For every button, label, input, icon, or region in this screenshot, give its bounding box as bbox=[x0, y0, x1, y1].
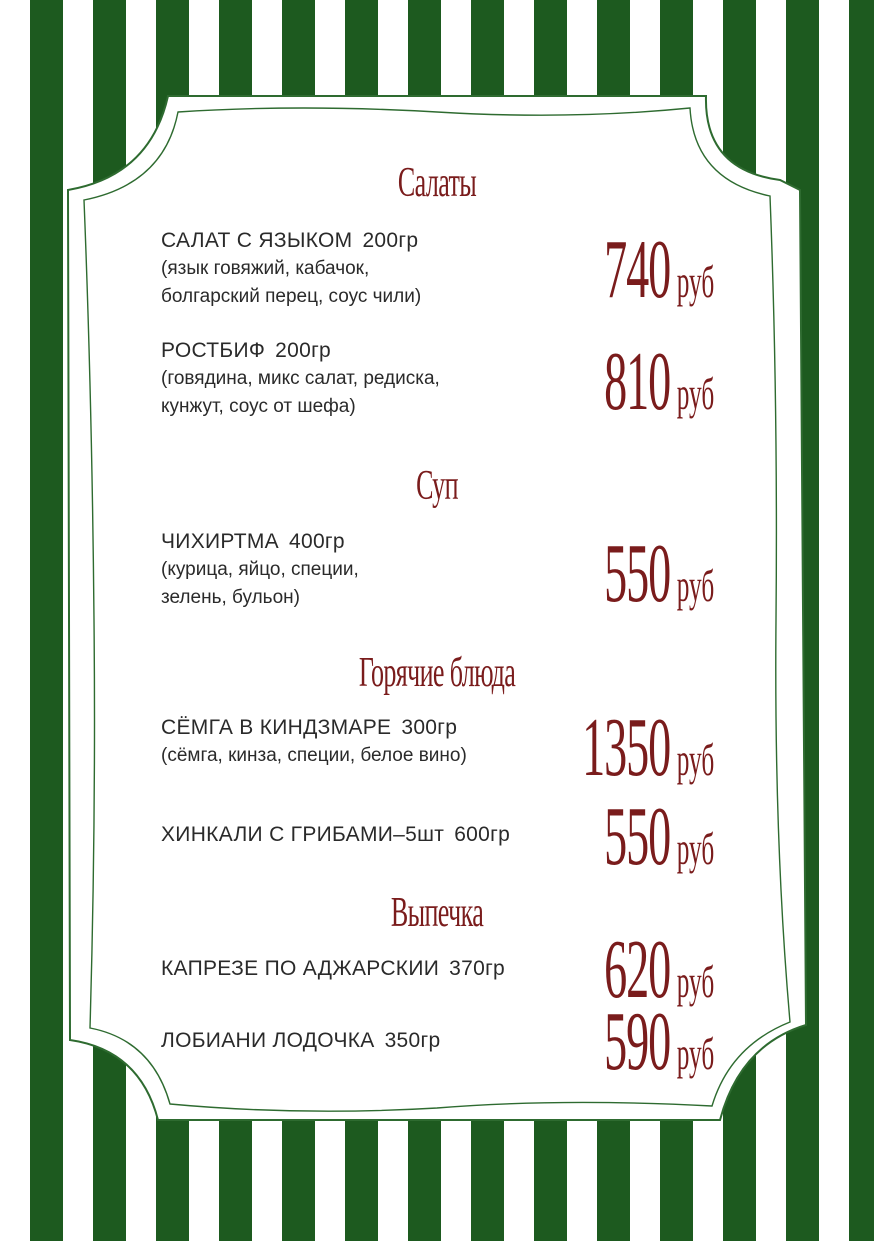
item-name: ХИНКАЛИ С ГРИБАМИ–5шт bbox=[161, 823, 445, 846]
item-price bbox=[581, 701, 714, 794]
section-title-bakery: Выпечка bbox=[390, 890, 484, 936]
item-description-line: (сёмга, кинза, специи, белое вино) bbox=[161, 745, 467, 766]
item-weight: 200гр bbox=[362, 229, 419, 252]
item-description-line: (курица, яйцо, специи, bbox=[161, 559, 359, 580]
item-name: САЛАТ С ЯЗЫКОМ bbox=[161, 229, 353, 252]
section-title-soup: Суп bbox=[416, 463, 458, 509]
item-description-line: болгарский перец, соус чили) bbox=[161, 286, 422, 307]
menu-item-lobiani bbox=[161, 1027, 440, 1055]
item-name: ЧИХИРТМА bbox=[161, 530, 279, 553]
section-title-salads: Салаты bbox=[397, 160, 477, 206]
price-value: 740 bbox=[603, 223, 670, 316]
item-weight: 350гр bbox=[384, 1029, 441, 1052]
item-weight: 370гр bbox=[449, 957, 506, 980]
price-currency: руб bbox=[676, 1028, 714, 1079]
item-price bbox=[603, 527, 714, 620]
price-value: 1350 bbox=[581, 701, 670, 794]
price-currency: руб bbox=[676, 823, 714, 874]
menu-item-roastbeef bbox=[161, 337, 440, 421]
item-description-line: зелень, бульон) bbox=[161, 587, 300, 608]
price-currency: руб bbox=[676, 368, 714, 419]
price-value: 590 bbox=[603, 995, 670, 1088]
item-weight: 400гр bbox=[288, 530, 345, 553]
menu-item-salad-tongue bbox=[161, 227, 421, 311]
price-currency: руб bbox=[676, 256, 714, 307]
menu-item-salmon bbox=[161, 714, 467, 770]
price-value: 620 bbox=[603, 923, 670, 1016]
item-weight: 200гр bbox=[275, 339, 332, 362]
item-name: ЛОБИАНИ ЛОДОЧКА bbox=[161, 1029, 375, 1052]
menu-item-chikhirtma bbox=[161, 528, 359, 612]
item-description-line: кунжут, соус от шефа) bbox=[161, 396, 356, 417]
price-currency: руб bbox=[676, 956, 714, 1007]
menu-item-khachapuri bbox=[161, 955, 505, 983]
price-currency: руб bbox=[676, 734, 714, 785]
item-weight: 300гр bbox=[401, 716, 458, 739]
price-value: 550 bbox=[603, 790, 670, 883]
item-price bbox=[603, 995, 714, 1088]
item-price bbox=[603, 790, 714, 883]
item-price bbox=[603, 223, 714, 316]
price-value: 550 bbox=[603, 527, 670, 620]
price-value: 810 bbox=[603, 335, 670, 428]
item-description-line: (язык говяжий, кабачок, bbox=[161, 258, 370, 279]
item-weight: 600гр bbox=[454, 823, 511, 846]
menu-item-khinkali bbox=[161, 821, 510, 849]
item-name: РОСТБИФ bbox=[161, 339, 266, 362]
item-description-line: (говядина, микс салат, редиска, bbox=[161, 368, 440, 389]
item-name: СЁМГА В КИНДЗМАРЕ bbox=[161, 716, 392, 739]
item-price bbox=[603, 335, 714, 428]
section-title-hot-dishes: Горячие блюда bbox=[358, 650, 516, 696]
item-name: КАПРЕЗЕ ПО АДЖАРСКИИ bbox=[161, 957, 440, 980]
price-currency: руб bbox=[676, 560, 714, 611]
